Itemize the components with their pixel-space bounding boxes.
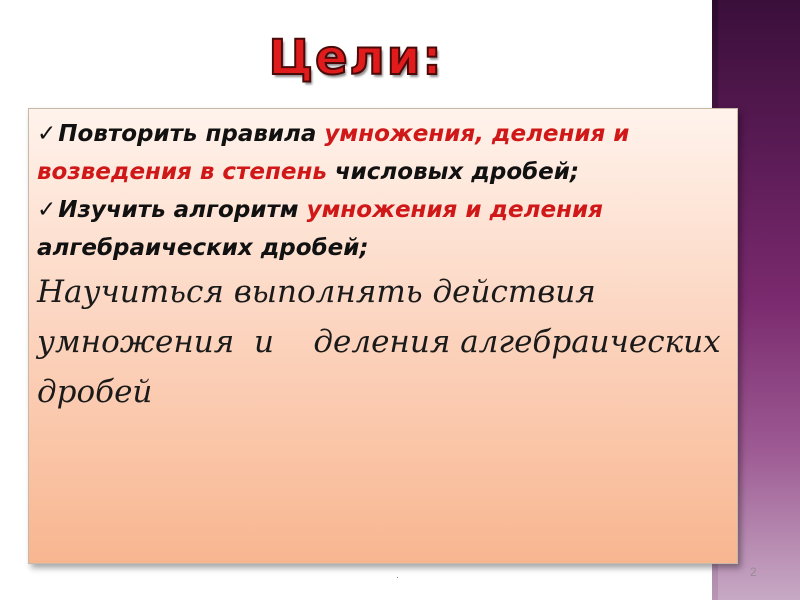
goal-2-text: Изучить алгоритм [58, 197, 307, 223]
footer-mark: . [396, 570, 399, 581]
goal-item-2 [37, 191, 727, 267]
goal-item-3: Научиться выполнять действия умножения и деления алгебраических дробей [37, 274, 731, 410]
checkmark-icon: ✓ [37, 197, 57, 223]
goal-item-1 [37, 115, 727, 191]
slide-title: Цели: [268, 30, 444, 86]
goal-1-highlight: умножения, деления и возведения в степень [37, 121, 630, 185]
goal-1-end: числовых дробей; [334, 159, 580, 185]
checkmark-icon: ✓ [37, 121, 57, 147]
goal-1-text: Повторить правила [58, 121, 325, 147]
goals-box [28, 108, 738, 564]
goal-2-end: алгебраических дробей; [37, 235, 369, 261]
page-number: 2 [750, 565, 757, 579]
goal-2-highlight: умножения и деления [306, 197, 603, 223]
